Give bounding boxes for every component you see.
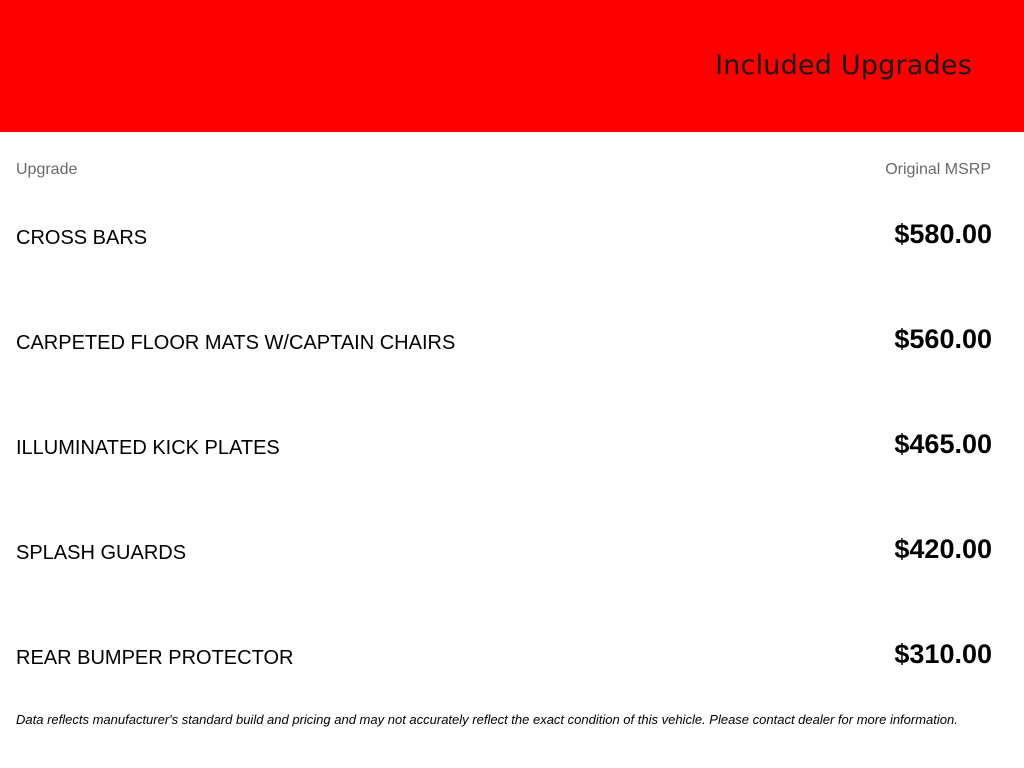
upgrade-price: $465.00 (894, 429, 992, 459)
column-header-upgrade: Upgrade (16, 161, 78, 178)
upgrade-row (0, 533, 1024, 573)
upgrade-name: CARPETED FLOOR MATS W/CAPTAIN CHAIRS (16, 332, 456, 354)
upgrade-name: CROSS BARS (16, 227, 148, 249)
upgrade-name: SPLASH GUARDS (16, 542, 187, 564)
upgrade-row (0, 323, 1024, 363)
upgrade-name: REAR BUMPER PROTECTOR (16, 647, 294, 669)
upgrade-row (0, 218, 1024, 258)
header-banner (0, 0, 1024, 132)
column-header-original-msrp: Original MSRP (885, 161, 991, 178)
page-title: Included Upgrades (715, 50, 972, 81)
disclaimer-text: Data reflects manufacturer's standard build and pricing and may not accurately reflect the exact condition of this vehicle. Please contact dealer for more information. (16, 712, 958, 727)
upgrade-price: $560.00 (894, 324, 992, 354)
upgrade-name: ILLUMINATED KICK PLATES (16, 437, 280, 459)
upgrade-price: $580.00 (894, 219, 992, 249)
upgrade-row (0, 428, 1024, 468)
upgrade-price: $420.00 (894, 534, 992, 564)
upgrade-price: $310.00 (894, 639, 992, 669)
upgrade-row (0, 638, 1024, 678)
